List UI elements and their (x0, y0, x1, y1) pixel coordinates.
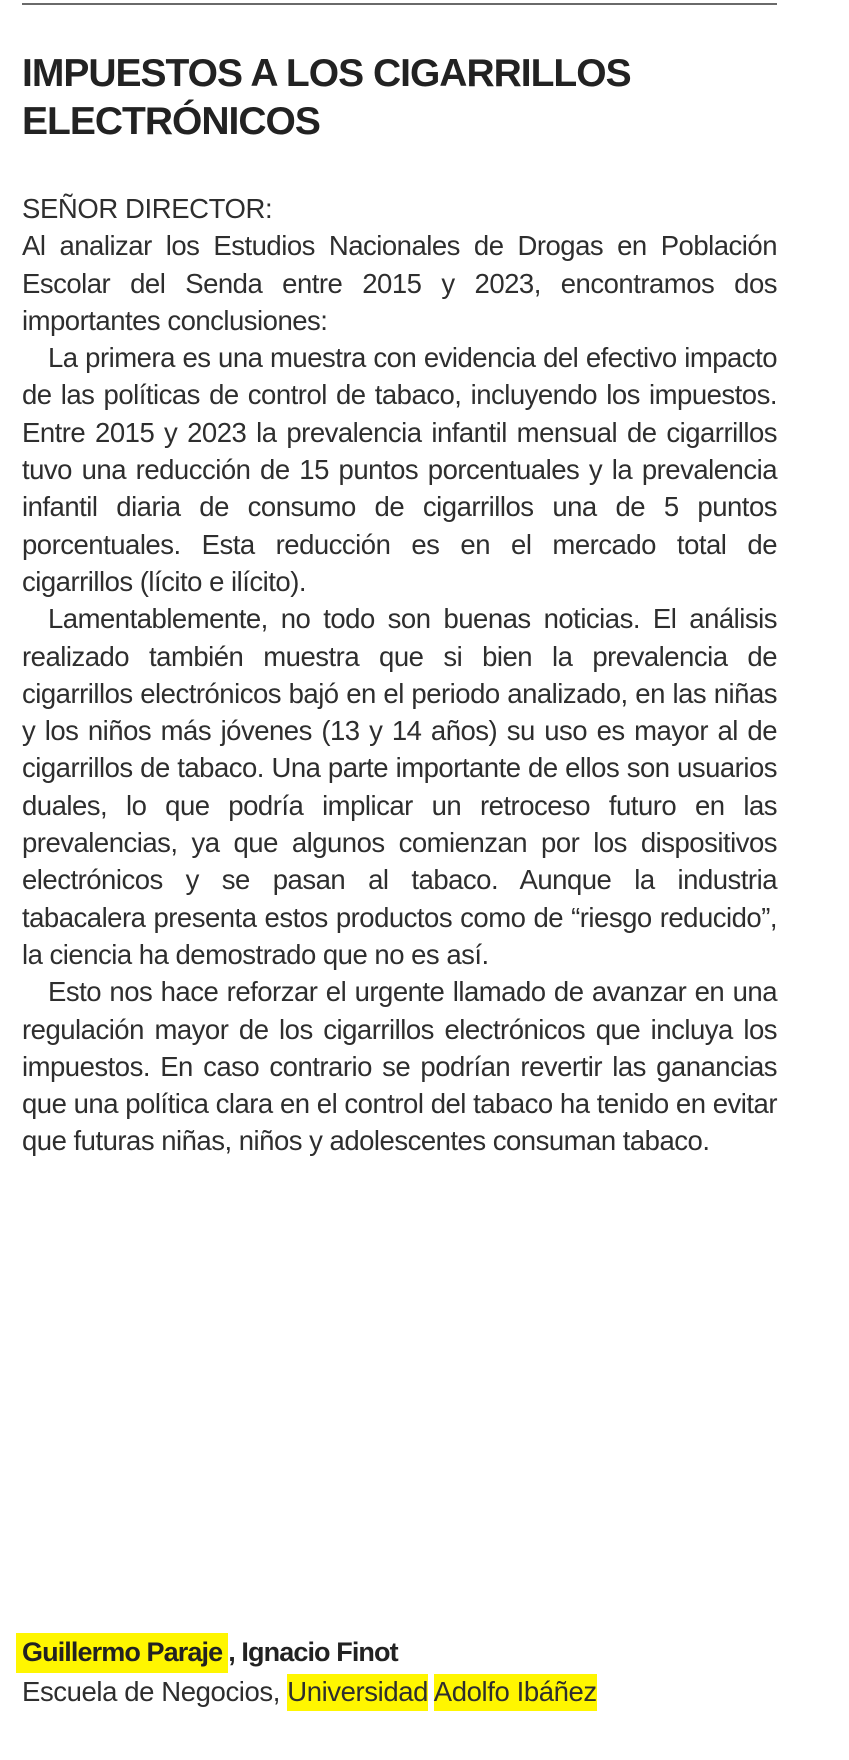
headline-line-1: IMPUESTOS A LOS CIGARRILLOS (22, 52, 631, 95)
author-line (22, 1632, 782, 1672)
affiliation-university-highlighted: Universidad (287, 1674, 428, 1711)
paragraph-4: Esto nos hace reforzar el urgente llamado de avanzar en una regulación mayor de los cigarrillos electrónicos que incluya los impuestos. En caso contrario se podrían revertir las ganancias que una política clara en el control del tabaco ha tenido en evitar que futuras niñas, niños y adolescentes consuman tabaco. (22, 976, 777, 1157)
article-headline (22, 50, 782, 146)
author-1-highlighted: Guillermo Paraje (16, 1633, 228, 1673)
affiliation-line (22, 1672, 782, 1712)
letter-body (22, 190, 777, 1160)
author-separator: , (228, 1637, 235, 1667)
affiliation-school: Escuela de Negocios, (22, 1676, 288, 1707)
top-rule (22, 3, 777, 5)
affiliation-name-highlighted: Adolfo Ibáñez (434, 1674, 597, 1711)
headline-line-2: ELECTRÓNICOS (22, 100, 320, 143)
paragraph-2: La primera es una muestra con evidencia del efectivo impacto de las políticas de control de tabaco, incluyendo los impuestos. Entre 2015 y 2023 la prevalencia infantil mensual de cigarrillos tuvo una reducción de 15 puntos porcentuales y la prevalencia infantil diaria de consumo de cigarrillos una de 5 puntos porcentuales. Esta reducción es en el mercado total de cigarrillos (lícito e ilícito). (22, 342, 777, 597)
signature-block (22, 1632, 782, 1712)
author-2: Ignacio Finot (241, 1637, 398, 1667)
paragraph-1: Al analizar los Estudios Nacionales de Drogas en Población Escolar del Senda entre 2015 y 2023, encontramos dos importantes conclusiones: (22, 230, 777, 336)
affiliation-space (428, 1676, 434, 1707)
paragraph-3: Lamentablemente, no todo son buenas noticias. El análisis realizado también muestra que si bien la prevalencia de cigarrillos electrónicos bajó en el periodo analizado, en las niñas y los niños más jóvenes (13 y 14 años) su uso es mayor al de cigarrillos de tabaco. Una parte importante de ellos son usuarios duales, lo que podría implicar un retroceso futuro en las prevalencias, ya que algunos comienzan por los dispositivos electrónicos y se pasan al tabaco. Aunque la industria tabacalera presenta estos productos como de “riesgo reducido”, la ciencia ha demostrado que no es así. (22, 603, 777, 970)
salutation: SEÑOR DIRECTOR: (22, 193, 273, 224)
